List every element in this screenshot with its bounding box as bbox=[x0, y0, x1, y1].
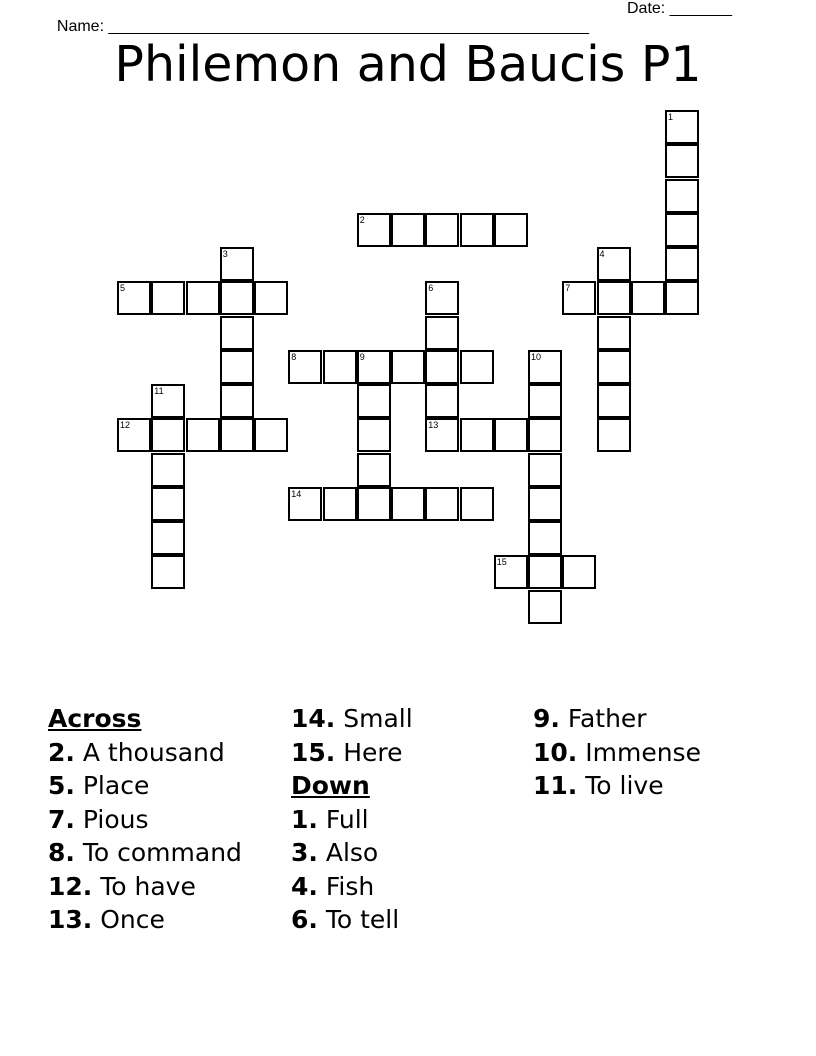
crossword-cell[interactable] bbox=[151, 281, 185, 315]
crossword-cell[interactable] bbox=[220, 384, 254, 418]
crossword-cell[interactable] bbox=[665, 213, 699, 247]
name-field-label: Name: ______________________________________________________ bbox=[56, 18, 589, 35]
crossword-cell[interactable] bbox=[425, 316, 459, 350]
crossword-cell[interactable] bbox=[494, 555, 528, 589]
crossword-cell[interactable] bbox=[391, 487, 425, 521]
crossword-cell[interactable] bbox=[597, 418, 631, 452]
crossword-cell[interactable] bbox=[425, 418, 459, 452]
cell-number: 14 bbox=[291, 488, 302, 499]
cell-number: 15 bbox=[496, 557, 507, 568]
clue-down-9: 9. Father bbox=[533, 704, 647, 733]
crossword-cell[interactable] bbox=[288, 487, 322, 521]
crossword-cell[interactable] bbox=[357, 487, 391, 521]
crossword-cell[interactable] bbox=[425, 350, 459, 384]
crossword-cell[interactable] bbox=[117, 418, 151, 452]
cell-number: 8 bbox=[291, 351, 297, 362]
crossword-cell[interactable] bbox=[391, 213, 425, 247]
crossword-cell[interactable] bbox=[597, 247, 631, 281]
across-heading: Across bbox=[48, 704, 142, 733]
clue-down-10: 10. Immense bbox=[533, 737, 701, 767]
crossword-cell[interactable] bbox=[151, 384, 185, 418]
page-title: Philemon and Baucis P1 bbox=[114, 36, 702, 93]
crossword-cell[interactable] bbox=[323, 487, 357, 521]
crossword-cell[interactable] bbox=[151, 487, 185, 521]
clue-across-5: 5. Place bbox=[48, 771, 150, 800]
crossword-cell[interactable] bbox=[597, 281, 631, 315]
crossword-cell[interactable] bbox=[494, 418, 528, 452]
crossword-cell[interactable] bbox=[665, 247, 699, 281]
clue-down-3: 3. Also bbox=[291, 838, 379, 867]
cell-number: 4 bbox=[599, 249, 605, 259]
crossword-cell[interactable] bbox=[186, 418, 220, 452]
cell-number: 6 bbox=[428, 283, 434, 294]
crossword-cell[interactable] bbox=[391, 350, 425, 384]
clue-down-4: 4. Fish bbox=[291, 871, 375, 901]
crossword-cell[interactable] bbox=[151, 555, 185, 589]
crossword-cell[interactable] bbox=[562, 555, 596, 589]
clue-across-2: 2. A thousand bbox=[48, 737, 225, 767]
crossword-cell[interactable] bbox=[117, 281, 151, 315]
crossword-cell[interactable] bbox=[460, 487, 494, 521]
crossword-cell[interactable] bbox=[357, 453, 391, 487]
crossword-cell[interactable] bbox=[357, 213, 391, 247]
crossword-cell[interactable] bbox=[425, 487, 459, 521]
cell-number: 2 bbox=[359, 214, 365, 225]
crossword-cell[interactable] bbox=[528, 555, 562, 589]
clue-across-12: 12. To have bbox=[48, 871, 196, 901]
crossword-cell[interactable] bbox=[151, 453, 185, 487]
crossword-cell[interactable] bbox=[220, 281, 254, 315]
clue-across-14: 14. Small bbox=[291, 704, 413, 733]
crossword-cell[interactable] bbox=[528, 453, 562, 487]
crossword-cell[interactable] bbox=[460, 213, 494, 247]
cell-number: 3 bbox=[222, 249, 228, 259]
down-heading: Down bbox=[291, 771, 370, 800]
cell-number: 9 bbox=[359, 351, 365, 362]
clue-across-7: 7. Pious bbox=[48, 804, 149, 834]
crossword-cell[interactable] bbox=[151, 521, 185, 555]
clue-down-1: 1. Full bbox=[291, 804, 369, 834]
clue-column-3 bbox=[533, 702, 701, 803]
crossword-cell[interactable] bbox=[528, 590, 562, 624]
clue-across-15: 15. Here bbox=[291, 737, 403, 767]
crossword-cell[interactable] bbox=[357, 384, 391, 418]
crossword-cell[interactable] bbox=[357, 418, 391, 452]
crossword-cell[interactable] bbox=[528, 487, 562, 521]
clue-across-8: 8. To command bbox=[48, 838, 242, 867]
crossword-cell[interactable] bbox=[425, 281, 459, 315]
crossword-cell[interactable] bbox=[460, 350, 494, 384]
clue-column-2 bbox=[291, 702, 413, 937]
crossword-cell[interactable] bbox=[562, 281, 596, 315]
crossword-cell[interactable] bbox=[220, 418, 254, 452]
crossword-cell[interactable] bbox=[665, 179, 699, 213]
clue-down-6: 6. To tell bbox=[291, 905, 400, 934]
crossword-cell[interactable] bbox=[425, 213, 459, 247]
cell-number: 11 bbox=[154, 386, 164, 396]
clue-column-1 bbox=[48, 702, 242, 937]
crossword-cell[interactable] bbox=[186, 281, 220, 315]
crossword-cell[interactable] bbox=[597, 350, 631, 384]
crossword-cell[interactable] bbox=[151, 418, 185, 452]
cell-number: 5 bbox=[120, 283, 126, 294]
crossword-cell[interactable] bbox=[357, 350, 391, 384]
cell-number: 7 bbox=[565, 283, 571, 294]
crossword-cell[interactable] bbox=[288, 350, 322, 384]
crossword-cell[interactable] bbox=[220, 350, 254, 384]
crossword-cell[interactable] bbox=[665, 281, 699, 315]
crossword-cell[interactable] bbox=[528, 384, 562, 418]
crossword-cell[interactable] bbox=[597, 316, 631, 350]
crossword-cell[interactable] bbox=[254, 418, 288, 452]
clue-across-13: 13. Once bbox=[48, 905, 165, 934]
cell-number: 1 bbox=[668, 112, 674, 122]
crossword-cell[interactable] bbox=[254, 281, 288, 315]
crossword-cell[interactable] bbox=[323, 350, 357, 384]
crossword-cell[interactable] bbox=[665, 110, 699, 144]
clue-down-11: 11. To live bbox=[533, 771, 664, 800]
crossword-cell[interactable] bbox=[425, 384, 459, 418]
cell-number: 10 bbox=[531, 351, 542, 362]
crossword-cell[interactable] bbox=[528, 521, 562, 555]
crossword-cell[interactable] bbox=[665, 144, 699, 178]
crossword-cell[interactable] bbox=[528, 418, 562, 452]
crossword-cell[interactable] bbox=[597, 384, 631, 418]
cell-number: 13 bbox=[428, 420, 439, 431]
crossword-cell[interactable] bbox=[220, 316, 254, 350]
crossword-cell[interactable] bbox=[220, 247, 254, 281]
cell-number: 12 bbox=[120, 420, 131, 431]
date-field-label: Date: _______ bbox=[627, 0, 732, 17]
crossword-cell[interactable] bbox=[460, 418, 494, 452]
crossword-cell[interactable] bbox=[631, 281, 665, 315]
crossword-cell[interactable] bbox=[528, 350, 562, 384]
crossword-cell[interactable] bbox=[494, 213, 528, 247]
